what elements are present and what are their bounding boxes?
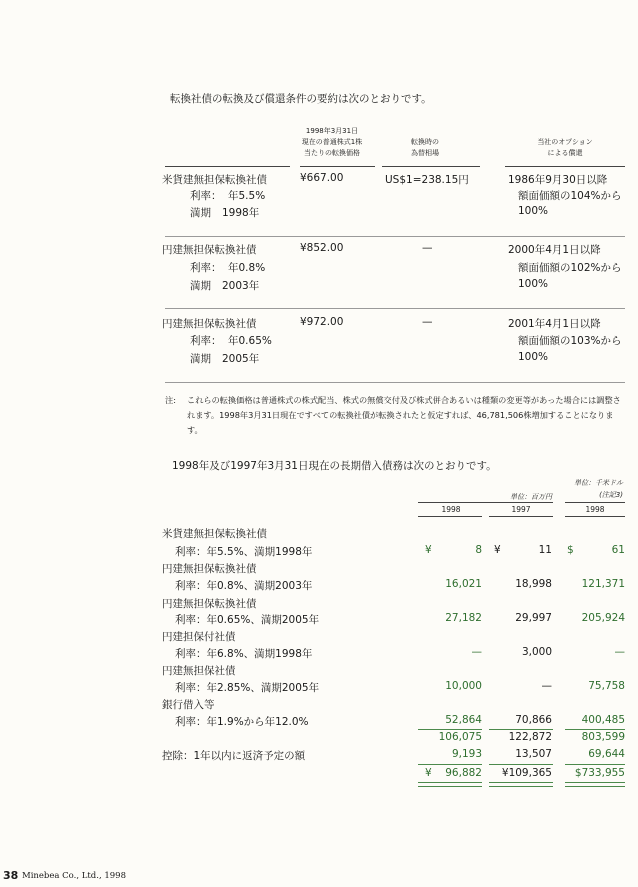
debt-row-3-name: 円建無担保転換社債 xyxy=(162,598,257,610)
bond-3-name: 円建無担保転換社債 xyxy=(162,318,257,330)
total-rule-2 xyxy=(489,764,553,765)
footnote-label: 注: xyxy=(165,395,176,405)
section2-title: 1998年及び1997年3月31日現在の長期借入債務は次のとおりです。 xyxy=(172,460,497,472)
bond-1-rate-label: 利率： xyxy=(190,190,222,202)
debt-row-6-detail: 利率：年1.9%から年12.0% xyxy=(175,716,309,728)
bond-2-maturity-label: 満期 xyxy=(190,280,211,292)
bond-1-name: 米貨建無担保転換社債 xyxy=(162,174,267,186)
header-rate xyxy=(395,137,455,159)
deduction-v2: 13,507 xyxy=(515,748,552,760)
debt-row-2-v1: 16,021 xyxy=(445,578,482,590)
header-rate-line1: 転換時の xyxy=(411,138,439,146)
bond-2-rate: 年0.8% xyxy=(228,262,266,274)
subtotal-v1: 106,075 xyxy=(438,731,482,743)
debt-row-5-name: 円建無担保社債 xyxy=(162,665,236,677)
total-double-rule-2 xyxy=(489,782,553,787)
bond-1-price: ¥667.00 xyxy=(300,172,344,184)
bond-3-option2: 額面価額の103%から xyxy=(518,335,622,347)
bond-1-maturity-label: 満期 xyxy=(190,207,211,219)
debt-row-5-v2: — xyxy=(541,680,552,692)
header-option-line1: 当社のオプション xyxy=(537,138,593,146)
debt-row-3-detail: 利率：年0.65%、満期2005年 xyxy=(175,614,320,626)
debt-row-4-v1: — xyxy=(471,646,482,658)
debt-row-4-v2: 3,000 xyxy=(521,646,552,658)
unit-usd-line2: (注記3) xyxy=(599,491,623,499)
debt-row-1-name: 米貨建無担保転換社債 xyxy=(162,528,267,540)
company-name: Minebea Co., Ltd., 1998 xyxy=(22,871,126,881)
debt-row-5-detail: 利率：年2.85%、満期2005年 xyxy=(175,682,320,694)
year-underline-1 xyxy=(418,516,482,517)
year-col-1: 1998 xyxy=(441,505,461,514)
bond-2-rate-label: 利率： xyxy=(190,262,222,274)
footnote-text: これらの転換価格は普通株式の株式配当、株式の無償交付及び株式併合あるいは種類の変更等があった場合には調整されます。1998年3月31日現在ですべての転換社債が転換されたと仮定すれば、46,781,506株増加することになります。 xyxy=(187,395,621,435)
debt-row-3-v2: 29,997 xyxy=(515,612,552,624)
debt-row-6-v2: 70,866 xyxy=(515,714,552,726)
bond-3-maturity: 2005年 xyxy=(222,353,260,365)
debt-row-4-v3: — xyxy=(614,646,625,658)
year-underline-3 xyxy=(565,516,625,517)
year-col-2: 1997 xyxy=(511,505,531,514)
deduction-v3: 69,644 xyxy=(588,748,625,760)
bond-divider-3 xyxy=(165,382,625,383)
bond-3-price: ¥972.00 xyxy=(300,316,344,328)
bond-3-rate: 年0.65% xyxy=(228,335,272,347)
deduction-v1: 9,193 xyxy=(451,748,482,760)
bond-2-fx: — xyxy=(422,242,433,254)
bond-3-maturity-label: 満期 xyxy=(190,353,211,365)
debt-row-2-v2: 18,998 xyxy=(515,578,552,590)
subtotal-rule-1 xyxy=(418,729,482,730)
bond-2-option1: 2000年4月1日以降 xyxy=(508,244,601,256)
bond-3-fx: — xyxy=(422,316,433,328)
year-col-3: 1998 xyxy=(585,505,605,514)
bond-2-maturity: 2003年 xyxy=(222,280,260,292)
footnote xyxy=(165,393,625,438)
header-option xyxy=(520,137,610,159)
header-price-line1: 1998年3月31日 xyxy=(305,127,359,135)
year-underline-2 xyxy=(489,516,553,517)
debt-row-2-name: 円建無担保転換社債 xyxy=(162,563,257,575)
total-v3: $733,955 xyxy=(574,767,625,779)
header-option-line2: による償還 xyxy=(547,149,583,157)
total-double-rule-1 xyxy=(418,782,482,787)
header-rule-3 xyxy=(382,166,480,167)
subtotal-rule-2 xyxy=(489,729,553,730)
header-rate-line2: 為替相場 xyxy=(411,149,439,157)
bond-1-option2: 額面価額の104%から xyxy=(518,190,622,202)
subtotal-v3: 803,599 xyxy=(581,731,625,743)
debt-row-4-name: 円建担保付社債 xyxy=(162,631,236,643)
debt-row-1-cur2: ¥ xyxy=(494,544,501,556)
total-rule-1 xyxy=(418,764,482,765)
header-price-line2: 現在の普通株式1株 xyxy=(301,138,363,146)
page-number: 38 xyxy=(3,869,19,882)
debt-row-6-v3: 400,485 xyxy=(581,714,625,726)
total-v2: ¥109,365 xyxy=(501,767,552,779)
bond-3-option1: 2001年4月1日以降 xyxy=(508,318,601,330)
header-rule-2 xyxy=(300,166,375,167)
debt-row-6-name: 銀行借入等 xyxy=(162,699,215,711)
header-rule-4 xyxy=(505,166,625,167)
section1-title: 転換社債の転換及び償還条件の要約は次のとおりです。 xyxy=(170,93,432,105)
header-rule-1 xyxy=(165,166,290,167)
bond-3-option3: 100% xyxy=(518,351,549,363)
debt-row-1-v3: 61 xyxy=(611,544,625,556)
bond-2-option2: 額面価額の102%から xyxy=(518,262,622,274)
bond-1-maturity: 1998年 xyxy=(222,207,260,219)
bond-divider-2 xyxy=(165,308,625,309)
header-price xyxy=(292,126,372,159)
bond-2-name: 円建無担保転換社債 xyxy=(162,244,257,256)
bond-1-option1: 1986年9月30日以降 xyxy=(508,174,608,186)
debt-row-1-v1: 8 xyxy=(475,544,482,556)
unit-yen: 単位：百万円 xyxy=(510,493,552,501)
debt-row-2-detail: 利率：年0.8%、満期2003年 xyxy=(175,580,313,592)
debt-row-3-v3: 205,924 xyxy=(581,612,625,624)
subtotal-rule-3 xyxy=(565,729,625,730)
deduction-label: 控除：1年以内に返済予定の額 xyxy=(162,750,306,762)
debt-row-1-cur1: ¥ xyxy=(425,544,432,556)
total-double-rule-3 xyxy=(565,782,625,787)
bond-divider-1 xyxy=(165,236,625,237)
bond-3-rate-label: 利率： xyxy=(190,335,222,347)
total-v1: 96,882 xyxy=(445,767,482,779)
year-rule-usd xyxy=(565,502,625,503)
total-rule-3 xyxy=(565,764,625,765)
debt-row-2-v3: 121,371 xyxy=(581,578,625,590)
bond-1-rate: 年5.5% xyxy=(228,190,266,202)
debt-row-5-v1: 10,000 xyxy=(445,680,482,692)
year-rule-yen xyxy=(418,502,553,503)
bond-2-option3: 100% xyxy=(518,278,549,290)
bond-1-option3: 100% xyxy=(518,205,549,217)
debt-row-1-cur3: $ xyxy=(567,544,574,556)
debt-row-5-v3: 75,758 xyxy=(588,680,625,692)
bond-1-fx: US$1=238.15円 xyxy=(385,174,469,186)
debt-row-1-v2: 11 xyxy=(538,544,552,556)
debt-row-6-v1: 52,864 xyxy=(445,714,482,726)
subtotal-v2: 122,872 xyxy=(508,731,552,743)
debt-row-1-detail: 利率：年5.5%、満期1998年 xyxy=(175,546,313,558)
debt-row-4-detail: 利率：年6.8%、満期1998年 xyxy=(175,648,313,660)
header-price-line3: 当たりの転換価格 xyxy=(304,149,360,157)
total-cur1: ¥ xyxy=(425,767,432,779)
unit-usd-line1: 単位：千米ドル xyxy=(574,479,623,487)
bond-2-price: ¥852.00 xyxy=(300,242,344,254)
debt-row-3-v1: 27,182 xyxy=(445,612,482,624)
